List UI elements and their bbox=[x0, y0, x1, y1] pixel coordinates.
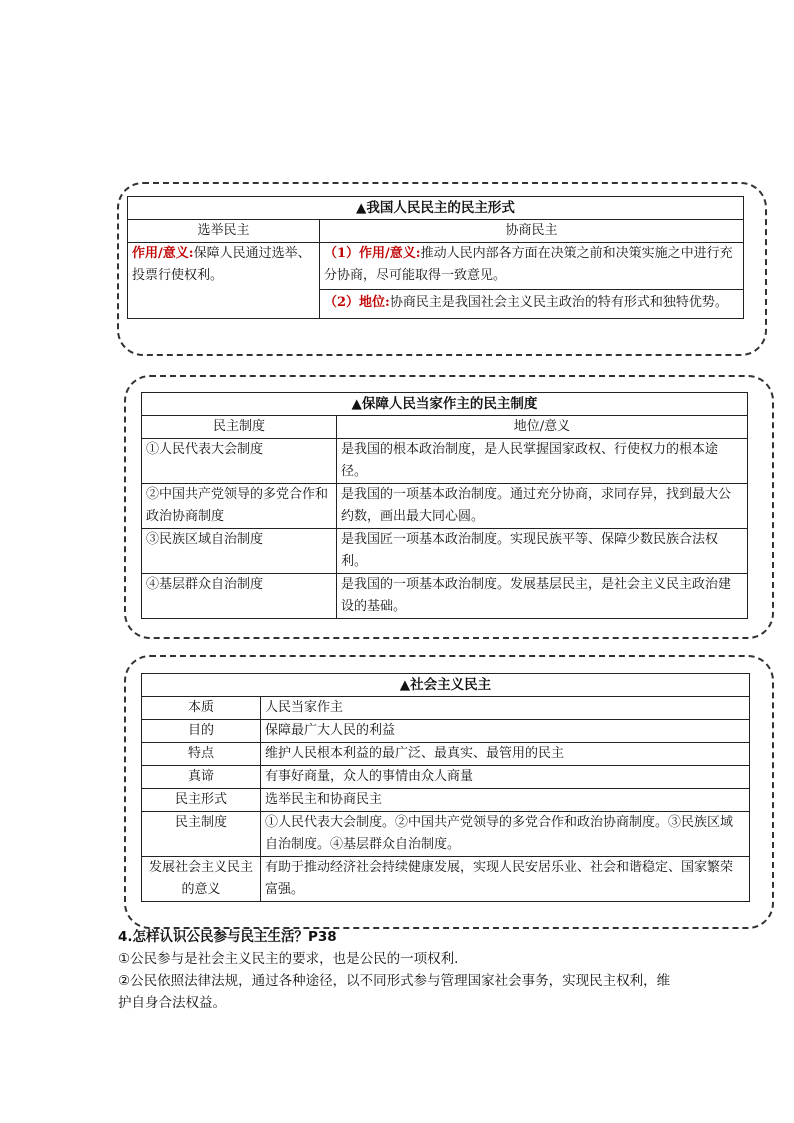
row-value: 有事好商量，众人的事情由众人商量 bbox=[261, 766, 750, 789]
answer-2: ②公民依照法律法规，通过各种途径，以不同形式参与管理国家社会事务，实现民主权利，维护自身合法权益。 bbox=[118, 973, 671, 1011]
consultation-role-label: （1）作用/意义: bbox=[324, 246, 421, 261]
table-row bbox=[142, 720, 750, 743]
column-header-status: 地位/意义 bbox=[337, 416, 748, 439]
table-row bbox=[142, 812, 750, 857]
system-desc: 是我国的一项基本政治制度。通过充分协商，求同存异，找到最大公约数，画出最大同心圆。 bbox=[337, 484, 748, 529]
row-value: 保障最广大人民的利益 bbox=[261, 720, 750, 743]
row-value: 人民当家作主 bbox=[261, 697, 750, 720]
consultation-role-cell bbox=[320, 243, 744, 290]
row-key: 真谛 bbox=[142, 766, 261, 789]
table-democratic-systems bbox=[141, 392, 748, 619]
system-desc: 是我国匠一项基本政治制度。实现民族平等、保障少数民族合法权利。 bbox=[337, 529, 748, 574]
table-democracy-forms bbox=[127, 196, 744, 319]
election-label: 作用/意义: bbox=[132, 246, 194, 261]
consultation-role-text: 推动人民内部各方面在决策之前和决策实施之中进行充分协商，尽可能取得一致意见。 bbox=[324, 246, 733, 283]
table-row bbox=[142, 484, 748, 529]
consultation-status-label: （2）地位: bbox=[324, 295, 390, 310]
column-header-consultation: 协商民主 bbox=[320, 220, 744, 243]
system-desc: 是我国的一项基本政治制度。发展基层民主，是社会主义民主政治建设的基础。 bbox=[337, 574, 748, 619]
consultation-status-cell bbox=[320, 290, 744, 319]
row-value: 选举民主和协商民主 bbox=[261, 789, 750, 812]
row-key: 民主形式 bbox=[142, 789, 261, 812]
table-socialist-democracy bbox=[141, 673, 750, 902]
column-header-system: 民主制度 bbox=[142, 416, 337, 439]
table-row bbox=[142, 697, 750, 720]
row-value: 维护人民根本利益的最广泛、最真实、最管用的民主 bbox=[261, 743, 750, 766]
row-value: ①人民代表大会制度。②中国共产党领导的多党合作和政治协商制度。③民族区域自治制度。④基层群众自治制度。 bbox=[261, 812, 750, 857]
table-row bbox=[142, 439, 748, 484]
table-row bbox=[142, 529, 748, 574]
system-name: ①人民代表大会制度 bbox=[142, 439, 337, 484]
row-key: 民主制度 bbox=[142, 812, 261, 857]
system-name: ②中国共产党领导的多党合作和政治协商制度 bbox=[142, 484, 337, 529]
table-row bbox=[142, 766, 750, 789]
row-key: 发展社会主义民主的意义 bbox=[142, 857, 261, 902]
answer-1: ①公民参与是社会主义民主的要求，也是公民的一项权利. bbox=[118, 951, 459, 967]
system-name: ③民族区域自治制度 bbox=[142, 529, 337, 574]
table-row bbox=[142, 743, 750, 766]
election-democracy-cell bbox=[128, 243, 320, 319]
table-title: ▲保障人民当家作主的民主制度 bbox=[142, 393, 748, 416]
row-key: 特点 bbox=[142, 743, 261, 766]
table-row bbox=[142, 789, 750, 812]
consultation-status-text: 协商民主是我国社会主义民主政治的特有形式和独特优势。 bbox=[389, 295, 728, 310]
table-title: ▲我国人民民主的民主形式 bbox=[128, 197, 744, 220]
row-value: 有助于推动经济社会持续健康发展，实现人民安居乐业、社会和谐稳定、国家繁荣富强。 bbox=[261, 857, 750, 902]
system-desc: 是我国的根本政治制度，是人民掌握国家政权、行使权力的根本途径。 bbox=[337, 439, 748, 484]
row-key: 目的 bbox=[142, 720, 261, 743]
system-name: ④基层群众自治制度 bbox=[142, 574, 337, 619]
table-row bbox=[142, 574, 748, 619]
table-row bbox=[142, 857, 750, 902]
question-heading: 4.怎样认识公民参与民主生活？P38 bbox=[118, 929, 337, 945]
table-title: ▲社会主义民主 bbox=[142, 674, 750, 697]
election-text: 保障人民通过选举、投票行使权利。 bbox=[132, 246, 311, 283]
row-key: 本质 bbox=[142, 697, 261, 720]
column-header-election: 选举民主 bbox=[128, 220, 320, 243]
